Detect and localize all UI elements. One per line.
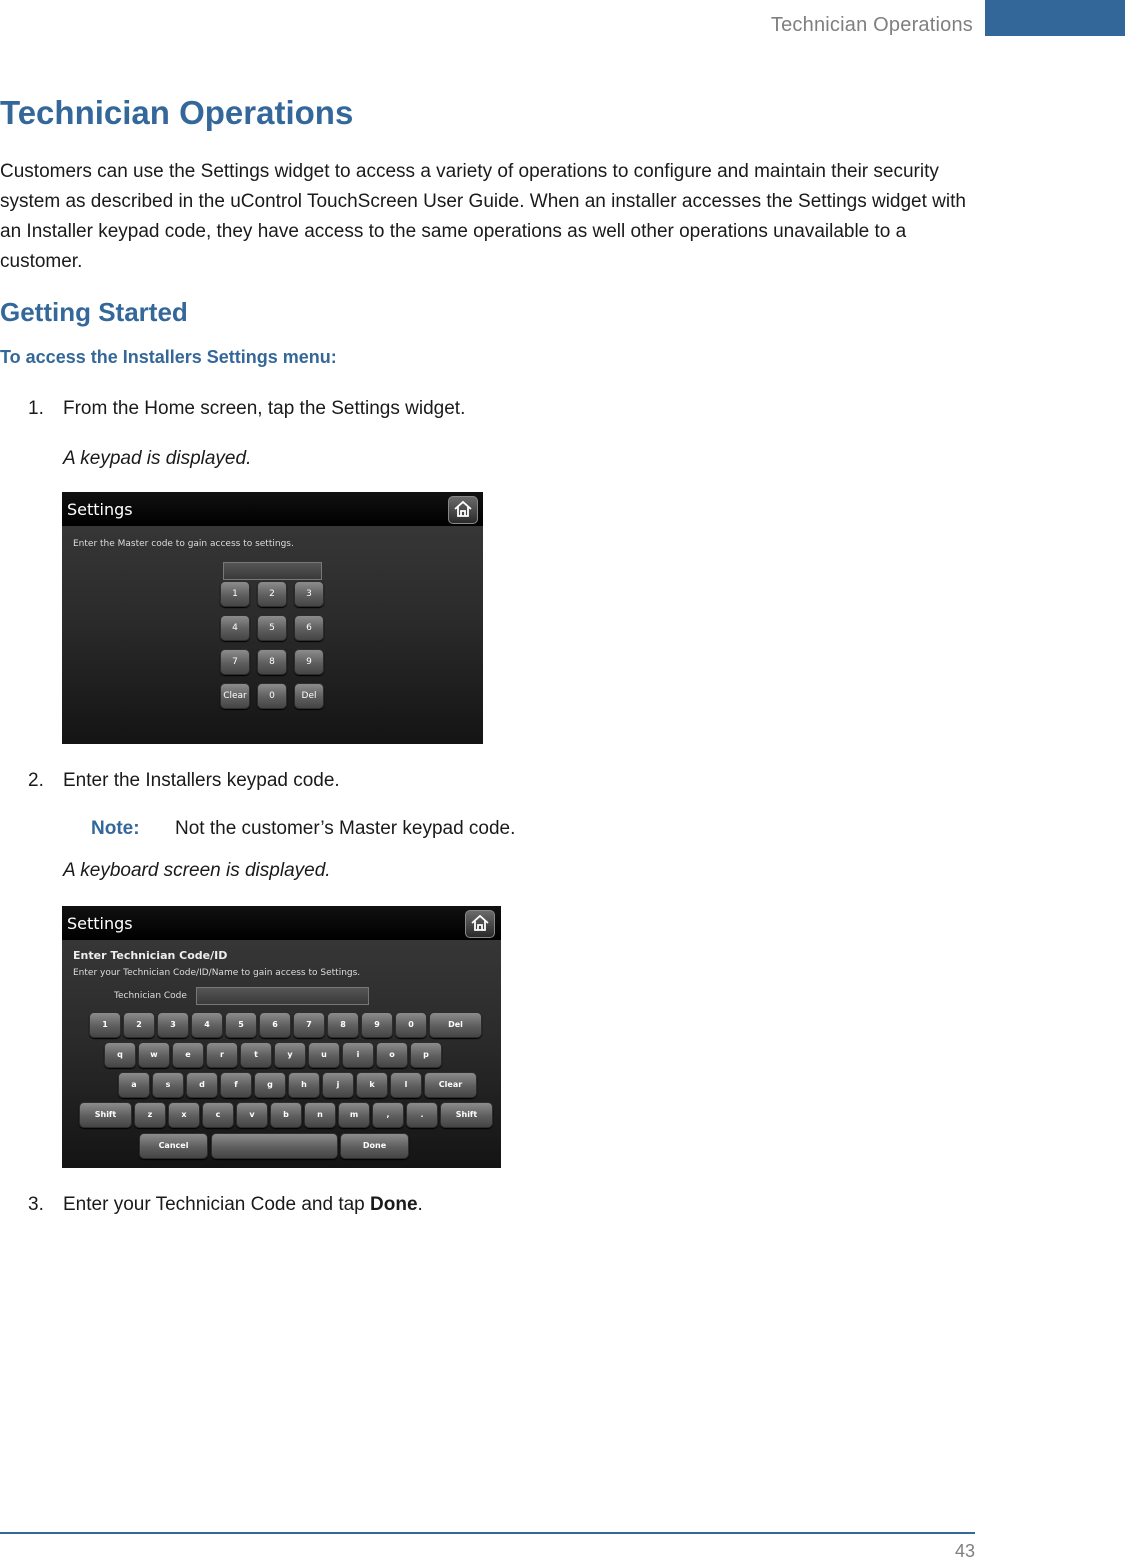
header-accent-bar bbox=[985, 0, 1125, 36]
key-period[interactable]: . bbox=[406, 1102, 438, 1128]
screen-heading: Enter Technician Code/ID bbox=[73, 949, 228, 962]
section-heading: Getting Started bbox=[0, 297, 188, 327]
keypad-del-key[interactable]: Del bbox=[294, 683, 324, 709]
screen-title-bar bbox=[62, 492, 483, 526]
home-icon bbox=[470, 914, 490, 932]
note-label: Note: bbox=[91, 818, 140, 839]
key-3[interactable]: 3 bbox=[157, 1012, 189, 1038]
space-bar[interactable] bbox=[211, 1133, 338, 1159]
technician-code-field[interactable] bbox=[196, 987, 369, 1005]
key-b[interactable]: b bbox=[270, 1102, 302, 1128]
key-0[interactable]: 0 bbox=[395, 1012, 427, 1038]
key-comma[interactable]: , bbox=[372, 1102, 404, 1128]
key-f[interactable]: f bbox=[220, 1072, 252, 1098]
note bbox=[91, 818, 515, 840]
keyboard-screenshot bbox=[62, 906, 501, 1168]
key-6[interactable]: 6 bbox=[259, 1012, 291, 1038]
key-2[interactable]: 2 bbox=[123, 1012, 155, 1038]
key-d[interactable]: d bbox=[186, 1072, 218, 1098]
del-key[interactable]: Del bbox=[429, 1012, 482, 1038]
keypad-key-4[interactable]: 4 bbox=[220, 615, 250, 641]
key-y[interactable]: y bbox=[274, 1042, 306, 1068]
key-r[interactable]: r bbox=[206, 1042, 238, 1068]
step-text: From the Home screen, tap the Settings widget. bbox=[63, 398, 466, 419]
step-1 bbox=[28, 398, 465, 420]
keypad-key-1[interactable]: 1 bbox=[220, 581, 250, 607]
step-number: 1. bbox=[28, 398, 44, 419]
shift-key-right[interactable]: Shift bbox=[440, 1102, 493, 1128]
key-e[interactable]: e bbox=[172, 1042, 204, 1068]
key-5[interactable]: 5 bbox=[225, 1012, 257, 1038]
key-q[interactable]: q bbox=[104, 1042, 136, 1068]
key-k[interactable]: k bbox=[356, 1072, 388, 1098]
key-n[interactable]: n bbox=[304, 1102, 336, 1128]
footer-rule bbox=[0, 1532, 975, 1534]
running-header: Technician Operations bbox=[770, 14, 973, 36]
keypad-key-6[interactable]: 6 bbox=[294, 615, 324, 641]
keypad-key-9[interactable]: 9 bbox=[294, 649, 324, 675]
keypad-screenshot bbox=[62, 492, 483, 744]
step-text-suffix: . bbox=[417, 1194, 423, 1215]
key-h[interactable]: h bbox=[288, 1072, 320, 1098]
screen-instruction: Enter your Technician Code/ID/Name to gain access to Settings. bbox=[73, 968, 361, 978]
intro-paragraph: Customers can use the Settings widget to access a variety of operations to configure and maintain their security system as described in the uControl TouchScreen User Guide. When an installer accesses the Settings widget with an Installer keypad code, they have access to the same operations as well other operations unavailable to a customer. bbox=[0, 161, 966, 272]
page-title: Technician Operations bbox=[0, 94, 354, 131]
key-t[interactable]: t bbox=[240, 1042, 272, 1068]
screen-title: Settings bbox=[67, 914, 133, 933]
done-button[interactable]: Done bbox=[340, 1133, 409, 1159]
screen-title: Settings bbox=[67, 500, 133, 519]
key-i[interactable]: i bbox=[342, 1042, 374, 1068]
keypad-key-7[interactable]: 7 bbox=[220, 649, 250, 675]
keypad-key-5[interactable]: 5 bbox=[257, 615, 287, 641]
step-text: Enter your Technician Code and tap bbox=[63, 1194, 371, 1215]
step-1-result: A keypad is displayed. bbox=[63, 448, 252, 469]
keypad-key-8[interactable]: 8 bbox=[257, 649, 287, 675]
key-v[interactable]: v bbox=[236, 1102, 268, 1128]
step-number: 3. bbox=[28, 1194, 44, 1215]
cancel-button[interactable]: Cancel bbox=[139, 1133, 208, 1159]
key-l[interactable]: l bbox=[390, 1072, 422, 1098]
step-2 bbox=[28, 770, 340, 792]
note-text: Not the customer’s Master keypad code. bbox=[175, 818, 516, 839]
key-a[interactable]: a bbox=[118, 1072, 150, 1098]
key-g[interactable]: g bbox=[254, 1072, 286, 1098]
step-3 bbox=[28, 1194, 423, 1216]
home-icon bbox=[453, 500, 473, 518]
key-z[interactable]: z bbox=[134, 1102, 166, 1128]
procedure-heading: To access the Installers Settings menu: bbox=[0, 347, 337, 367]
key-9[interactable]: 9 bbox=[361, 1012, 393, 1038]
key-j[interactable]: j bbox=[322, 1072, 354, 1098]
step-2-result: A keyboard screen is displayed. bbox=[63, 860, 331, 881]
step-number: 2. bbox=[28, 770, 44, 791]
home-button[interactable] bbox=[465, 910, 495, 938]
key-x[interactable]: x bbox=[168, 1102, 200, 1128]
key-s[interactable]: s bbox=[152, 1072, 184, 1098]
step-text: Enter the Installers keypad code. bbox=[63, 770, 340, 791]
keypad-key-0[interactable]: 0 bbox=[257, 683, 287, 709]
screen-instruction: Enter the Master code to gain access to settings. bbox=[73, 539, 294, 549]
key-o[interactable]: o bbox=[376, 1042, 408, 1068]
key-c[interactable]: c bbox=[202, 1102, 234, 1128]
page-number: 43 bbox=[954, 1541, 975, 1561]
shift-key-left[interactable]: Shift bbox=[79, 1102, 132, 1128]
keypad-key-2[interactable]: 2 bbox=[257, 581, 287, 607]
home-button[interactable] bbox=[448, 496, 478, 524]
key-u[interactable]: u bbox=[308, 1042, 340, 1068]
key-7[interactable]: 7 bbox=[293, 1012, 325, 1038]
key-1[interactable]: 1 bbox=[89, 1012, 121, 1038]
key-p[interactable]: p bbox=[410, 1042, 442, 1068]
key-m[interactable]: m bbox=[338, 1102, 370, 1128]
technician-code-label: Technician Code bbox=[114, 991, 187, 1001]
key-4[interactable]: 4 bbox=[191, 1012, 223, 1038]
key-8[interactable]: 8 bbox=[327, 1012, 359, 1038]
keypad-key-3[interactable]: 3 bbox=[294, 581, 324, 607]
done-label-bold: Done bbox=[370, 1194, 418, 1215]
keypad-clear-key[interactable]: Clear bbox=[220, 683, 250, 709]
clear-key[interactable]: Clear bbox=[424, 1072, 477, 1098]
screen-title-bar bbox=[62, 906, 501, 940]
master-code-field[interactable] bbox=[223, 562, 322, 580]
key-w[interactable]: w bbox=[138, 1042, 170, 1068]
